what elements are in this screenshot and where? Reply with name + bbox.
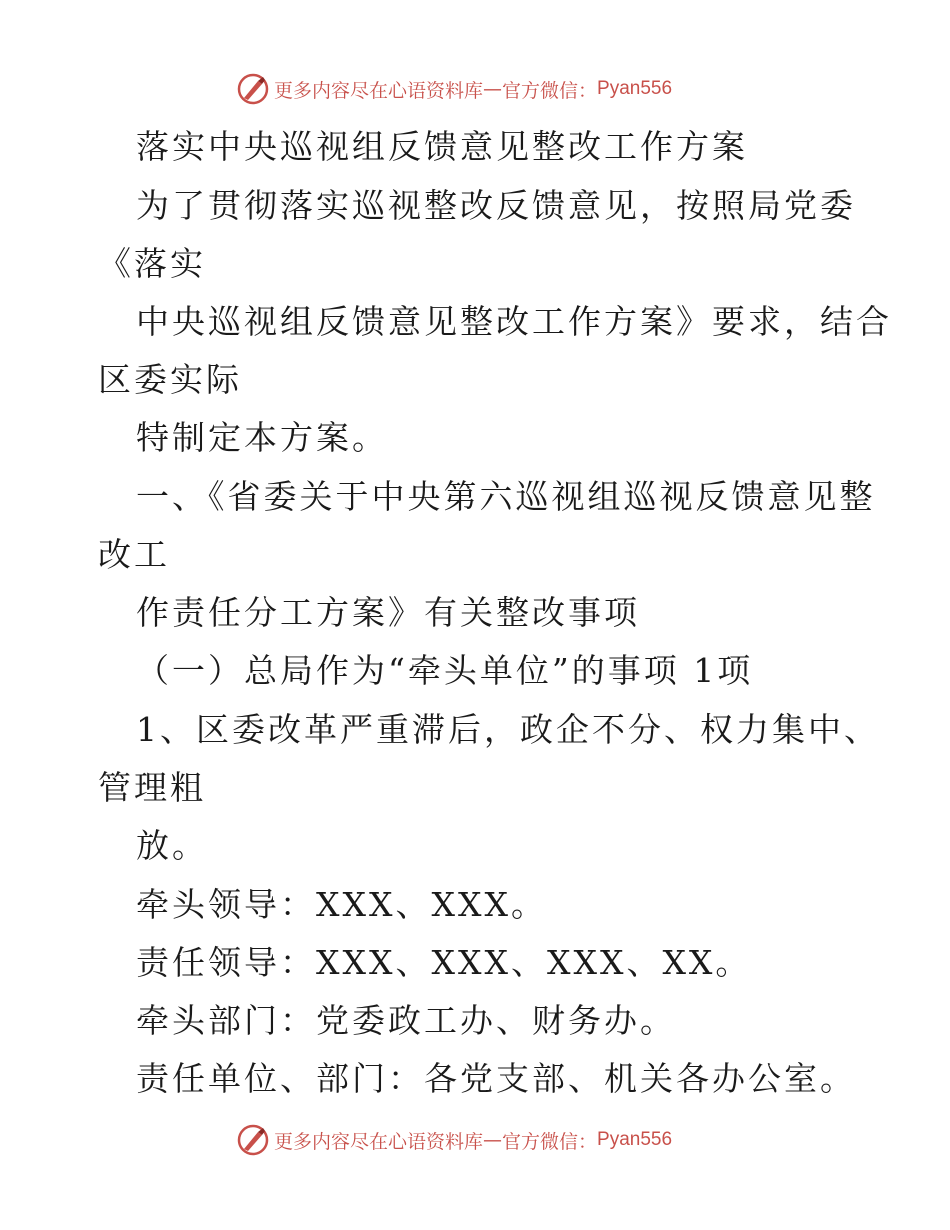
paragraph-line: 特制定本方案。 — [136, 418, 388, 457]
item-line: 管理粗 — [98, 768, 206, 807]
watermark-separator: — — [483, 78, 503, 100]
watermark-wechat-id: Pyan556 — [597, 1129, 673, 1150]
item-line: 放。 — [136, 826, 208, 865]
watermark-text: 更多内容尽在心语资料库 — [274, 1130, 484, 1153]
header-watermark — [236, 72, 672, 106]
quill-pen-logo-icon — [236, 1123, 270, 1157]
watermark-text: 更多内容尽在心语资料库 — [274, 79, 484, 102]
paragraph-line: 中央巡视组反馈意见整改工作方案》要求，结合 — [136, 302, 892, 341]
watermark-wechat-id: Pyan556 — [597, 78, 673, 99]
lead-department-line: 牵头部门：党委政工办、财务办。 — [136, 1001, 676, 1040]
subsection-heading-line: （一）总局作为“牵头单位”的事项 1项 — [136, 651, 754, 690]
paragraph-line: 区委实际 — [98, 360, 242, 399]
paragraph-line: 为了贯彻落实巡视整改反馈意见，按照局党委 — [136, 186, 856, 225]
lead-leader-line: 牵头领导：XXX、XXX。 — [136, 885, 547, 924]
item-line: 1、区委改革严重滞后，政企不分、权力集中、 — [136, 710, 880, 749]
section-heading-line: 改工 — [98, 535, 170, 574]
watermark-wechat-label: 官方微信： — [502, 1130, 598, 1153]
quill-pen-logo-icon — [236, 72, 270, 106]
watermark-wechat-label: 官方微信： — [502, 79, 598, 102]
responsible-unit-line: 责任单位、部门：各党支部、机关各办公室。 — [136, 1059, 856, 1098]
footer-watermark — [236, 1123, 672, 1157]
paragraph-line: 《落实 — [98, 244, 206, 283]
section-heading-line: 作责任分工方案》有关整改事项 — [136, 593, 640, 632]
watermark-separator: — — [483, 1129, 503, 1151]
responsible-leader-line: 责任领导：XXX、XXX、XXX、XX。 — [136, 943, 752, 982]
document-title: 落实中央巡视组反馈意见整改工作方案 — [136, 127, 748, 166]
section-heading-line: 一、《省委关于中央第六巡视组巡视反馈意见整 — [136, 477, 876, 516]
